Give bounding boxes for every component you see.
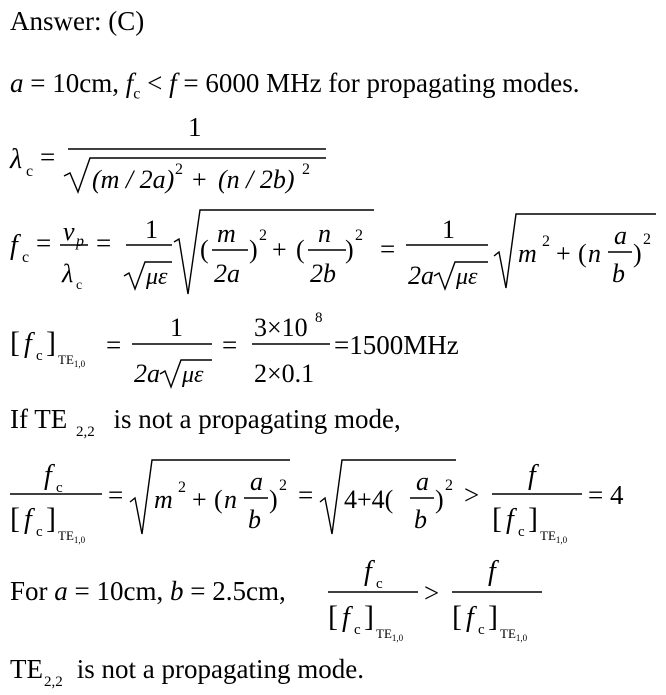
m: m: [217, 219, 236, 248]
lp2: (: [296, 235, 305, 264]
exp3: 2: [643, 231, 651, 248]
r-b: b: [248, 505, 261, 534]
r-exp2: 2: [445, 477, 453, 494]
frac-b: b: [612, 259, 625, 288]
var-a: a: [10, 68, 24, 98]
r-c: c: [56, 480, 63, 496]
for-lbr: [: [328, 600, 338, 633]
text-lt: <: [140, 68, 170, 98]
r-sub: $TE_{1,0}$: [58, 528, 86, 545]
fc-sub: c: [22, 249, 30, 266]
lp3: (: [578, 239, 587, 268]
for-f4: f: [466, 602, 474, 633]
r-b2: b: [414, 505, 427, 534]
te10-exp8: 8: [315, 310, 323, 326]
r-rp: ): [269, 485, 278, 514]
for-f3: f: [488, 556, 496, 587]
one1: 1: [145, 215, 158, 244]
r-rp2: ): [435, 485, 444, 514]
den-a-exp: 2: [175, 161, 183, 178]
te10-2a: 2a: [134, 359, 160, 388]
eq2: =: [96, 228, 112, 258]
if-line: [10, 404, 401, 440]
vp: v: [63, 217, 75, 246]
te10-c: c: [36, 348, 43, 364]
te10-num2: 3×10: [254, 313, 308, 342]
r-sub2: $TE_{1,0}$: [540, 528, 568, 545]
den-b-exp: 2: [302, 161, 310, 178]
final-post: is not a propagating mode.: [70, 654, 364, 684]
lp1: (: [200, 235, 209, 264]
rp3: ): [633, 239, 642, 268]
mue1: με: [146, 264, 168, 290]
for-c: c: [376, 576, 383, 592]
twoa2: 2a: [408, 261, 434, 290]
fc-f: f: [10, 230, 18, 261]
for-sub: $TE_{1,0}$: [376, 626, 404, 643]
r-four: 4+4(: [344, 485, 394, 514]
var-f2: f: [169, 68, 177, 98]
eq3: =: [380, 234, 396, 264]
lambda-sub: c: [26, 163, 34, 180]
final-line: [10, 654, 364, 690]
twoa: 2a: [214, 259, 240, 288]
r-lbr2: [: [492, 502, 502, 535]
lbr: [: [10, 326, 20, 359]
den-a: (m / 2a): [92, 165, 175, 194]
eq-ratio: [10, 460, 624, 545]
lambda-symbol: λ: [10, 144, 23, 175]
te10-den2: 2×0.1: [254, 359, 315, 388]
one2: 1: [442, 215, 455, 244]
answer-text: Answer: (C): [10, 6, 145, 36]
te10-result: =1500MHz: [334, 330, 459, 360]
te10-mue: με: [182, 362, 204, 388]
te10-f: f: [24, 328, 32, 359]
eq-lambda: [9, 112, 326, 194]
r-a: a: [250, 467, 263, 496]
for-f2: f: [342, 602, 350, 633]
r-eq1: =: [108, 480, 124, 510]
eq-fc: [10, 210, 656, 294]
eq-te10: [10, 310, 459, 388]
for-f: f: [364, 556, 372, 587]
mue2: με: [456, 264, 478, 290]
sub-c: c: [133, 85, 141, 103]
eq-b: =: [222, 330, 238, 360]
exp2: 2: [355, 227, 363, 244]
for-gt: >: [424, 578, 440, 608]
r-m: m: [154, 485, 173, 514]
frac-a: a: [614, 221, 627, 250]
for-sub2: $TE_{1,0}$: [500, 626, 528, 643]
r-eq4: = 4: [588, 480, 624, 510]
lambda-num: 1: [188, 112, 202, 142]
r-gt: >: [464, 480, 480, 510]
plus: +: [192, 165, 207, 194]
r-lp: (: [214, 485, 223, 514]
m2exp: 2: [542, 233, 550, 250]
for-rbr2: ]: [488, 600, 498, 633]
if-pre: If TE: [10, 404, 68, 434]
r-f3: f: [528, 460, 536, 491]
vp-sub: p: [76, 233, 84, 250]
r-rbr2: ]: [528, 502, 538, 535]
r-plus: +: [192, 485, 207, 514]
r-c4: c: [518, 524, 525, 540]
var-f: f: [125, 68, 134, 98]
r-f2: f: [24, 504, 32, 535]
den-b: (n / 2b): [218, 165, 295, 194]
r-eq2: =: [298, 480, 314, 510]
n: n: [318, 219, 331, 248]
for-c2: c: [354, 622, 361, 638]
r-rbr: ]: [46, 502, 56, 535]
rp2: ): [345, 235, 354, 264]
r-lbr: [: [10, 502, 20, 535]
twob: 2b: [310, 259, 336, 288]
r-f4: f: [506, 504, 514, 535]
plus2: +: [556, 239, 571, 268]
r-f: f: [44, 460, 52, 491]
for-line: [10, 556, 542, 643]
if-post: is not a propagating mode,: [100, 404, 401, 434]
text-eq: = 10cm,: [23, 68, 126, 98]
for-rbr: ]: [364, 600, 374, 633]
r-exp: 2: [279, 477, 287, 494]
for-lbr2: [: [452, 600, 462, 633]
te10-one: 1: [170, 313, 183, 342]
rbr: ]: [46, 326, 56, 359]
lam: λ: [62, 259, 74, 288]
for-text: For a = 10cm, b = 2.5cm,: [10, 576, 286, 606]
eq-sign: =: [40, 142, 56, 172]
r-n: n: [224, 485, 237, 514]
lam-sub: c: [76, 278, 83, 293]
exp1: 2: [259, 227, 267, 244]
m2: m: [518, 239, 537, 268]
n2: n: [588, 239, 601, 268]
rp1: ): [249, 235, 258, 264]
if-sub: 2,2: [76, 424, 95, 440]
final-pre: TE: [10, 654, 43, 684]
r-c2: c: [36, 524, 43, 540]
text-rest: = 6000 MHz for propagating modes.: [176, 68, 580, 98]
final-sub: 2,2: [44, 674, 63, 690]
plus1: +: [272, 235, 287, 264]
eq-a: =: [106, 330, 122, 360]
r-mexp: 2: [178, 479, 186, 496]
eq1: =: [36, 228, 52, 258]
r-a2: a: [416, 467, 429, 496]
for-c4: c: [478, 622, 485, 638]
te10-sub: $TE_{1,0}$: [58, 352, 86, 369]
